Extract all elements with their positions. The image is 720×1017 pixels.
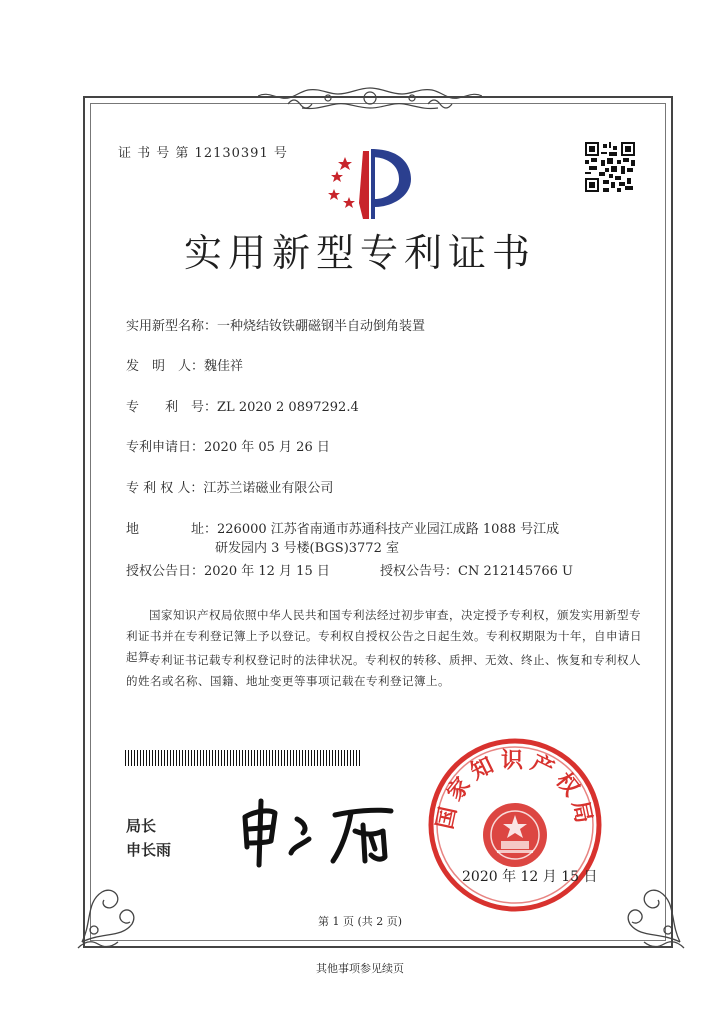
- barcode-icon: [125, 750, 362, 766]
- director-title: 局长: [126, 817, 157, 835]
- utility-model-name-value: 一种烧结钕铁硼磁钢半自动倒角装置: [217, 319, 426, 334]
- inventor-value: 魏佳祥: [204, 359, 244, 374]
- utility-model-name-row: [126, 315, 425, 334]
- grant-date-label: 授权公告日：: [126, 564, 205, 579]
- patentee-row: [126, 477, 333, 496]
- patent-number-row: [126, 396, 359, 415]
- grant-number-value: CN 212145766 U: [458, 564, 573, 579]
- patentee-value: 江苏兰诺磁业有限公司: [203, 481, 334, 496]
- grant-date-row: [126, 560, 330, 579]
- certificate-number-suffix: 号: [273, 146, 288, 161]
- certificate-number: [118, 142, 288, 161]
- certificate-title: 实用新型专利证书: [183, 231, 536, 275]
- corner-ornament-icon: [72, 872, 152, 952]
- grant-date-value: 2020 年 12 月 15 日: [204, 564, 330, 579]
- corner-ornament-icon: [610, 872, 690, 952]
- qr-code-icon: [585, 142, 635, 192]
- seal-text: 国家知识产权局: [432, 748, 598, 832]
- grant-number-label: 授权公告号：: [380, 564, 459, 579]
- page-indicator: 第 1 页 (共 2 页): [317, 915, 403, 928]
- handwritten-signature-icon: [235, 795, 405, 870]
- official-seal-icon: [425, 735, 605, 915]
- seal-date: 2020 年 12 月 15 日: [462, 869, 598, 885]
- certificate-number-label: 证 书 号 第: [118, 146, 190, 161]
- patent-number-label: 专 利 号：: [126, 400, 218, 415]
- filing-date-label: 专利申请日：: [126, 440, 205, 455]
- body-paragraph-1: 国家知识产权局依照中华人民共和国专利法经过初步审查，决定授予专利权，颁发实用新型专利证书并在专利登记簿上予以登记。专利权自授权公告之日起生效。专利权期限为十年，自申请日起算。: [126, 608, 642, 664]
- address-label: 地 址：: [126, 522, 218, 537]
- footer-note: 其他事项参见续页: [316, 962, 404, 975]
- inventor-label: 发 明 人：: [126, 359, 205, 374]
- address-line2: 研发园内 3 号楼(BGS)3772 室: [215, 541, 399, 556]
- body-paragraph-2: 专利证书记载专利权登记时的法律状况。专利权的转移、质押、无效、终止、恢复和专利权人的姓名或名称、国籍、地址变更等事项记载在专利登记簿上。: [126, 653, 641, 688]
- utility-model-name-label: 实用新型名称：: [126, 319, 218, 334]
- address-row: [126, 518, 559, 537]
- inventor-row: [126, 355, 243, 374]
- filing-date-value: 2020 年 05 月 26 日: [204, 440, 330, 455]
- top-ornament-icon: [258, 84, 482, 114]
- certificate-number-value: 12130391: [194, 146, 269, 161]
- cnipa-logo-icon: [325, 143, 417, 225]
- director-name: 申长雨: [126, 841, 172, 859]
- filing-date-row: [126, 436, 330, 455]
- grant-number-row: [380, 560, 573, 579]
- patentee-label: 专 利 权 人：: [126, 481, 204, 496]
- patent-number-value: ZL 2020 2 0897292.4: [217, 400, 359, 415]
- address-line1: 226000 江苏省南通市苏通科技产业园江成路 1088 号江成: [217, 522, 560, 537]
